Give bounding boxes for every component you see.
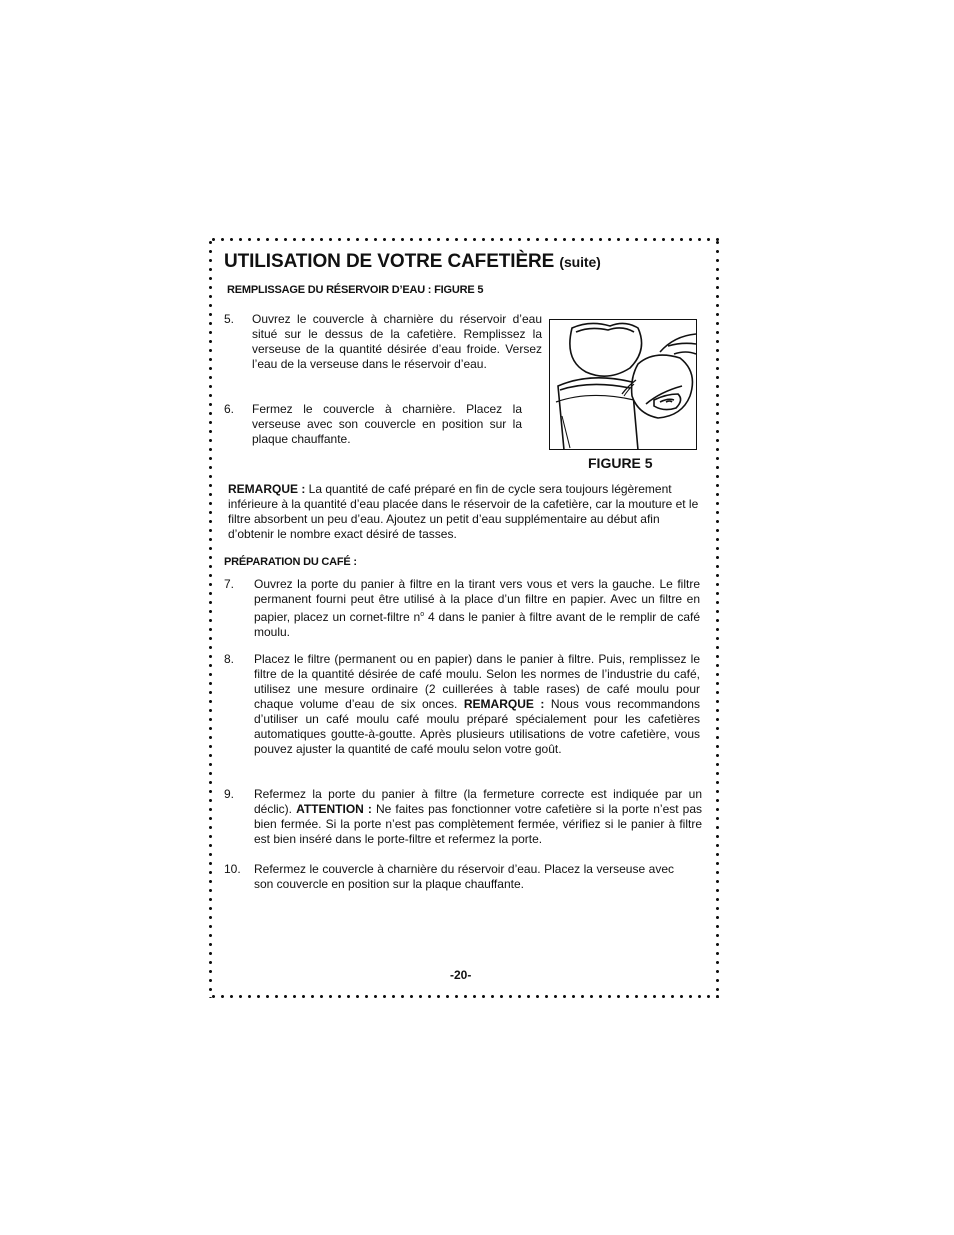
step-text: Refermez le couvercle à charnière du réservoir d’eau. Placez la verseuse avec son couvercle en position sur la plaque chauffante. <box>254 862 674 891</box>
step-number: 5. <box>224 312 235 326</box>
step-text: Fermez le couvercle à charnière. Placez la verseuse avec son couvercle en position sur la plaque chauffante. <box>252 402 522 446</box>
attention-label: ATTENTION : <box>296 802 372 816</box>
section-heading-preparation: PRÉPARATION DU CAFÉ : <box>224 556 357 568</box>
step-5 <box>224 312 544 392</box>
title-suffix: (suite) <box>559 254 601 270</box>
dotted-border-left <box>209 238 212 998</box>
dotted-border-right <box>716 238 719 998</box>
remarque-label: REMARQUE : <box>463 697 545 711</box>
note-paragraph <box>228 482 700 542</box>
step-number: 8. <box>224 652 235 666</box>
step-number: 10. <box>224 862 241 876</box>
step-number: 9. <box>224 787 235 801</box>
page-title <box>224 251 601 273</box>
step-number: 7. <box>224 577 235 591</box>
page-number: -20- <box>450 968 472 982</box>
figure-caption: FIGURE 5 <box>588 455 653 471</box>
step-number: 6. <box>224 402 235 416</box>
title-text: UTILISATION DE VOTRE CAFETIÈRE <box>224 251 555 272</box>
water-pouring-illustration <box>550 320 697 450</box>
step-text-part: Nous vous recommandons d’utiliser un café moulu café moulu préparé spécialement pour les cafetières automatiques goutte-à-goutte. Après plusieurs utilisations de votre cafetière, vous pouvez ajuster la quantité de café moulu selon votre goût. <box>254 697 700 756</box>
step-7 <box>224 577 704 641</box>
step-text-part: Refermez la porte du panier à filtre (la fermeture correcte est indiquée par un déclic). <box>254 787 702 816</box>
step-text <box>254 652 700 757</box>
step-text-part: 4 dans le panier à filtre avant de le remplir de café moulu. <box>254 610 701 639</box>
step-9 <box>224 787 704 851</box>
superscript: o <box>420 611 425 618</box>
dotted-border-top <box>209 238 719 241</box>
step-text-part: Ouvrez la porte du panier à filtre en la tirant vers vous et vers la gauche. Le filtre permanent fourni peut être utilisé à la place d’un filtre en papier. Avec un filtre en papier, placez un cornet-filtre n <box>254 577 700 624</box>
step-10 <box>224 862 704 896</box>
step-text <box>254 577 700 640</box>
step-text-part: Ne faites pas fonctionner votre cafetière si la porte n’est pas bien fermée. Si la porte n’est pas complètement fermée, vérifiez si le panier à filtre est bien inséré dans le porte-filtre et refermez la porte. <box>254 802 703 846</box>
note-label: REMARQUE : <box>228 482 306 496</box>
step-6 <box>224 402 544 452</box>
note-text: La quantité de café préparé en fin de cycle sera toujours légèrement inférieure à la quantité d’eau placée dans le réservoir de la cafetière, car la mouture et le filtre absorbent un peu d’eau. Ajoutez un petit d’eau supplémentaire au début afin d’obtenir le nombre exact désiré de tasses. <box>228 482 699 541</box>
step-text: Ouvrez le couvercle à charnière du réservoir d’eau situé sur le dessus de la cafetière. Remplissez la verseuse de la quantité désirée d’eau froide. Versez l’eau de la verseuse dans le réservoir d’eau. <box>252 312 542 371</box>
figure-5-illustration <box>549 319 697 450</box>
step-text-part: Placez le filtre (permanent ou en papier) dans le panier à filtre. Puis, remplissez le filtre de la quantité désirée de café moulu. Selon les normes de l’industrie du café, utilisez une mesure ordinaire (2 cuillerées à table rases) de café moulu pour chaque volume d’eau de six onces. <box>254 652 700 711</box>
step-text <box>254 787 702 847</box>
dotted-border-bottom <box>209 995 719 998</box>
section-heading-filling: REMPLISSAGE DU RÉSERVOIR D’EAU : FIGURE 5 <box>227 284 484 296</box>
step-8 <box>224 652 704 776</box>
